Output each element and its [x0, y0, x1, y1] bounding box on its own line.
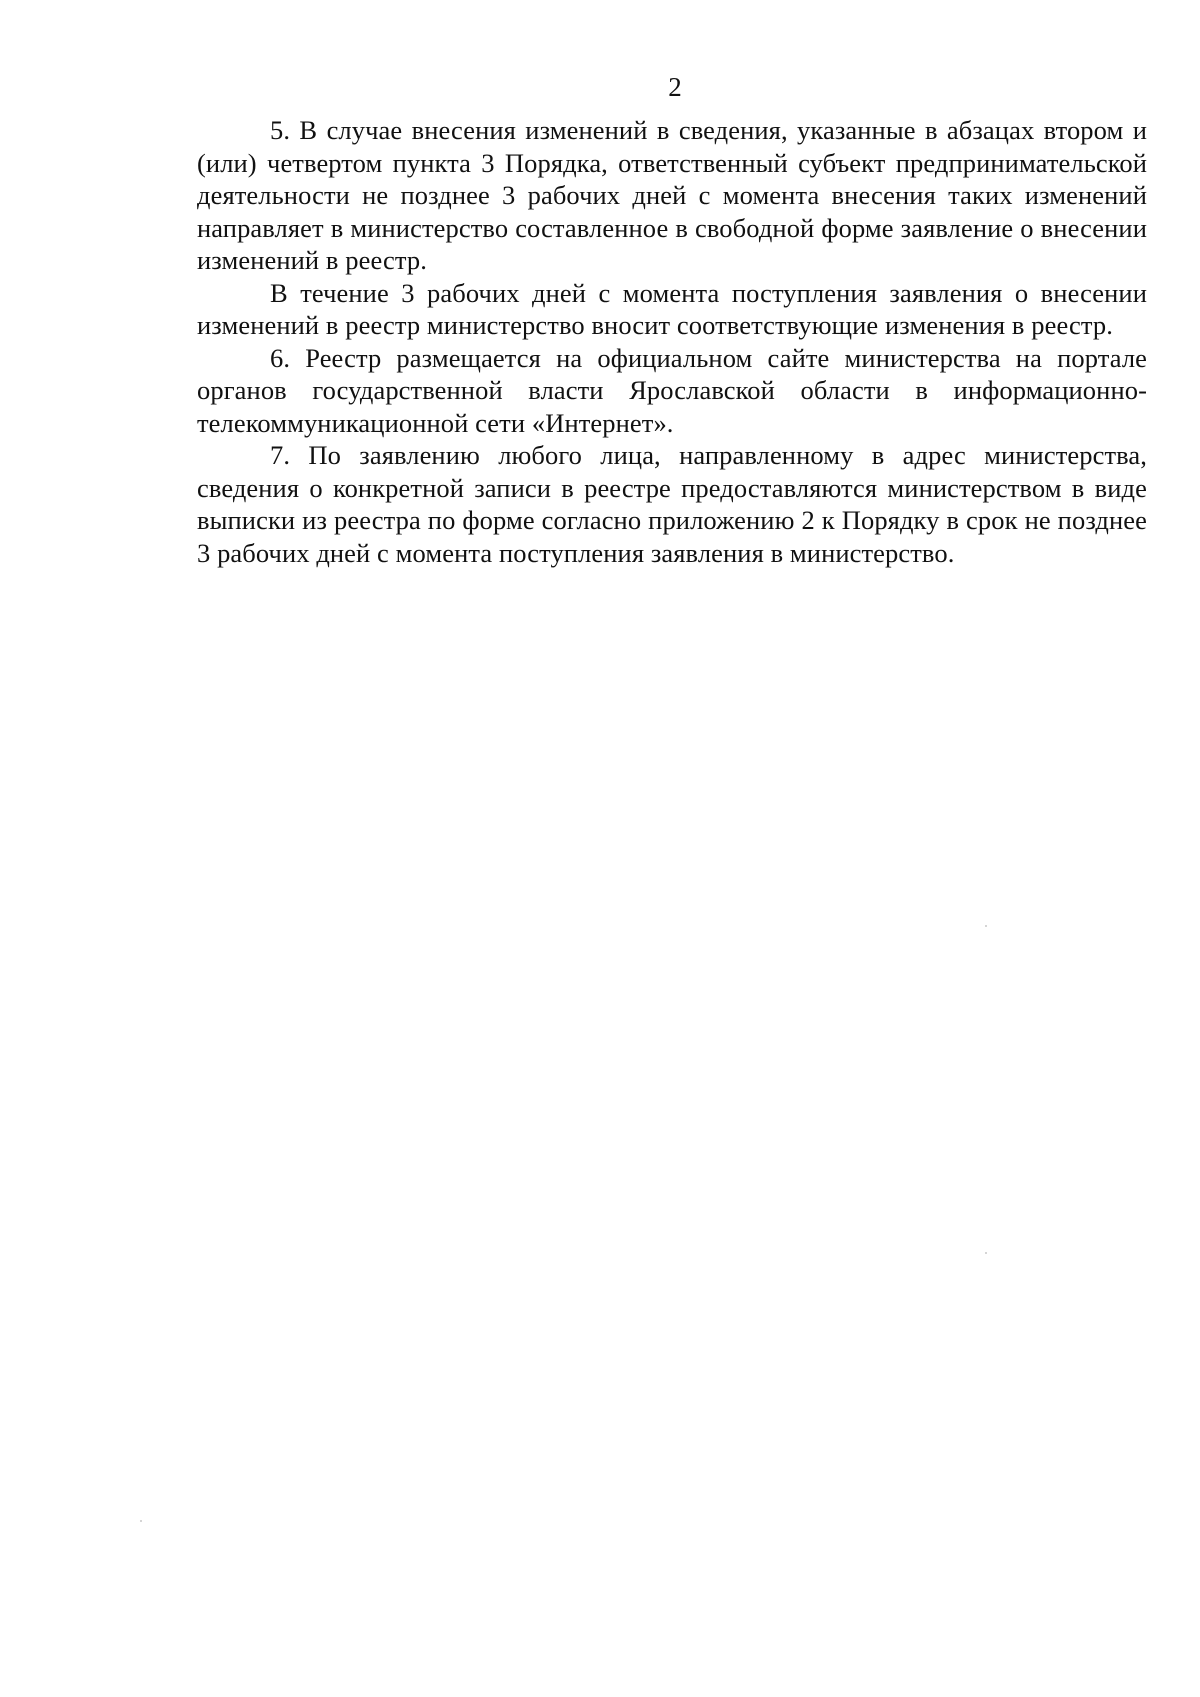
paragraph-registry-update: В течение 3 рабочих дней с момента поступления заявления о внесении изменений в реестр министерство вносит соответствующие изменения в реестр. [197, 277, 1147, 340]
paragraph-6-publication: 6. Реестр размещается на официальном сайте министерства на портале органов государственной власти Ярославской области в информационно-телекоммуникационной сети «Интернет». [197, 342, 1147, 438]
scan-speck [985, 1252, 987, 1254]
scan-speck [140, 1520, 142, 1522]
page-number: 2 [668, 72, 682, 102]
paragraph-7-extract: 7. По заявлению любого лица, направленному в адрес министерства, сведения о конкретной записи в реестре предоставляются министерством в виде выписки из реестра по форме согласно приложению 2 к Порядку в срок не позднее 3 рабочих дней с момента поступления заявления в министерство. [197, 440, 1147, 568]
document-body [197, 114, 1147, 569]
paragraph-5-changes: 5. В случае внесения изменений в сведения, указанные в абзацах втором и (или) четвертом пункта 3 Порядка, ответственный субъект предпринимательской деятельности не позднее 3 рабочих дней с момента внесения таких изменений направляет в министерство составленное в свободной форме заявление о внесении изменений в реестр. [197, 115, 1147, 275]
scan-speck [985, 925, 987, 927]
